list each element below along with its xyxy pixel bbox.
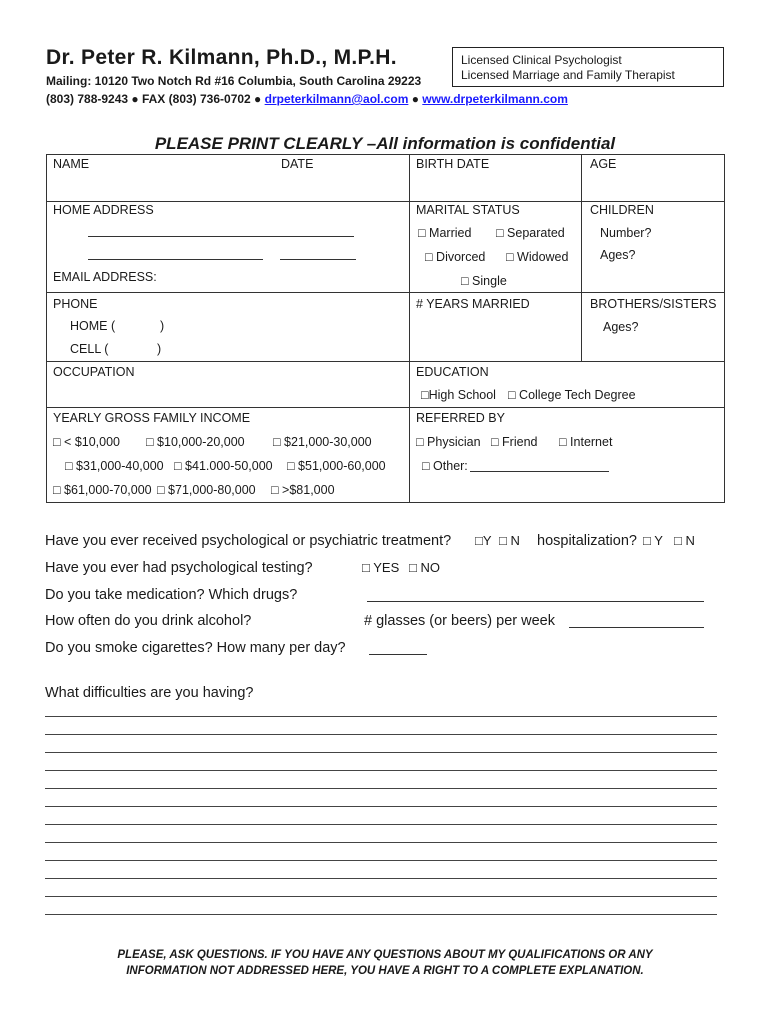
checkbox-icon[interactable]: □ xyxy=(416,435,424,449)
other-referral-line[interactable] xyxy=(470,460,609,472)
home-phone-close: ) xyxy=(160,319,165,333)
license-line-1: Licensed Clinical Psychologist xyxy=(461,53,622,67)
home-phone-label: HOME ( xyxy=(70,319,116,333)
smoke-question: Do you smoke cigarettes? How many per day? xyxy=(45,640,346,656)
friend-option[interactable]: □ Friend xyxy=(491,435,538,449)
referred-by-label: REFERRED BY xyxy=(416,411,505,425)
form-heading: PLEASE PRINT CLEARLY –All information is confidential xyxy=(154,134,616,153)
testing-no[interactable]: □ NO xyxy=(409,560,440,575)
checkbox-icon[interactable]: □ xyxy=(643,533,651,548)
separated-option[interactable]: □ Separated xyxy=(496,226,565,240)
checkbox-icon[interactable]: □ xyxy=(508,388,516,402)
difficulties-line[interactable] xyxy=(45,806,717,807)
difficulties-line[interactable] xyxy=(45,878,717,879)
brothers-sisters-label: BROTHERS/SISTERS xyxy=(590,297,717,311)
testing-question: Have you ever had psychological testing? xyxy=(45,560,313,576)
glasses-question: # glasses (or beers) per week xyxy=(364,613,555,629)
internet-option[interactable]: □ Internet xyxy=(559,435,613,449)
alcohol-question: How often do you drink alcohol? xyxy=(45,613,252,629)
income-option[interactable]: □ $31,000-40,000 xyxy=(65,459,164,473)
medication-answer-line[interactable] xyxy=(367,588,704,602)
divorced-option[interactable]: □ Divorced xyxy=(425,250,486,264)
income-option[interactable]: □ >$81,000 xyxy=(271,483,335,497)
license-line-2: Licensed Marriage and Family Therapist xyxy=(461,68,675,82)
contact-separator: ● xyxy=(408,92,423,106)
treatment-yes[interactable]: □Y xyxy=(475,533,492,548)
difficulties-line[interactable] xyxy=(45,788,717,789)
footer-line-2: INFORMATION NOT ADDRESSED HERE, YOU HAVE A RIGHT TO A COMPLETE EXPLANATION. xyxy=(126,965,644,977)
cell-phone-label: CELL ( xyxy=(70,342,109,356)
address-line-1[interactable] xyxy=(88,225,354,237)
treatment-question: Have you ever received psychological or psychiatric treatment? xyxy=(45,533,452,549)
address-line-zip[interactable] xyxy=(280,248,356,260)
row-divider xyxy=(47,361,724,362)
income-option[interactable]: □ $71,000-80,000 xyxy=(157,483,256,497)
hospitalization-no[interactable]: □ N xyxy=(674,533,695,548)
income-option[interactable]: □ < $10,000 xyxy=(53,435,121,449)
testing-yes[interactable]: □ YES xyxy=(362,560,400,575)
difficulties-line[interactable] xyxy=(45,860,717,861)
age-label: AGE xyxy=(590,157,617,171)
checkbox-icon[interactable]: □ xyxy=(273,435,281,449)
checkbox-icon[interactable]: □ xyxy=(499,533,507,548)
income-option[interactable]: □ $21,000-30,000 xyxy=(273,435,372,449)
row-divider xyxy=(47,292,724,293)
address-line-city[interactable] xyxy=(88,248,263,260)
checkbox-icon[interactable]: □ xyxy=(475,533,483,548)
column-divider xyxy=(581,155,582,201)
checkbox-icon[interactable]: □ xyxy=(409,560,417,575)
education-label: EDUCATION xyxy=(416,365,489,379)
checkbox-icon[interactable]: □ xyxy=(174,459,182,473)
difficulties-line[interactable] xyxy=(45,896,717,897)
difficulties-line[interactable] xyxy=(45,842,717,843)
income-option[interactable]: □ $51,000-60,000 xyxy=(287,459,386,473)
column-divider xyxy=(409,155,410,502)
contact-line xyxy=(46,92,568,106)
home-address-label: HOME ADDRESS xyxy=(53,203,154,217)
cell-phone-close: ) xyxy=(157,342,162,356)
birth-date-label: BIRTH DATE xyxy=(416,157,490,171)
children-label: CHILDREN xyxy=(590,203,654,217)
date-label: DATE xyxy=(281,157,314,171)
checkbox-icon[interactable]: □ xyxy=(362,560,370,575)
checkbox-icon[interactable]: □ xyxy=(65,459,73,473)
website-link[interactable]: www.drpeterkilmann.com xyxy=(422,92,568,106)
glasses-answer-line[interactable] xyxy=(569,614,704,628)
checkbox-icon[interactable]: □ xyxy=(146,435,154,449)
difficulties-line[interactable] xyxy=(45,770,717,771)
checkbox-icon[interactable]: □ xyxy=(425,250,433,264)
checkbox-icon[interactable]: □ xyxy=(674,533,682,548)
phone-label: PHONE xyxy=(53,297,98,311)
checkbox-icon[interactable]: □ xyxy=(496,226,504,240)
checkbox-icon[interactable]: □ xyxy=(157,483,165,497)
occupation-label: OCCUPATION xyxy=(53,365,135,379)
column-divider xyxy=(581,201,582,361)
years-married-label: # YEARS MARRIED xyxy=(416,297,530,311)
name-label: NAME xyxy=(53,157,90,171)
difficulties-line[interactable] xyxy=(45,914,717,915)
row-divider xyxy=(47,201,724,202)
income-option[interactable]: □ $41.000-50,000 xyxy=(174,459,273,473)
treatment-no[interactable]: □ N xyxy=(499,533,520,548)
married-option[interactable]: □ Married xyxy=(418,226,472,240)
widowed-option[interactable]: □ Widowed xyxy=(506,250,569,264)
marital-status-label: MARITAL STATUS xyxy=(416,203,520,217)
checkbox-icon[interactable]: □ xyxy=(53,435,61,449)
checkbox-icon[interactable]: □ xyxy=(271,483,279,497)
difficulties-line[interactable] xyxy=(45,716,717,717)
children-number-label: Number? xyxy=(600,226,652,240)
hospitalization-yes[interactable]: □ Y xyxy=(643,533,663,548)
difficulties-line[interactable] xyxy=(45,752,717,753)
doctor-name: Dr. Peter R. Kilmann, Ph.D., M.P.H. xyxy=(46,46,397,69)
row-divider xyxy=(47,407,724,408)
medication-question: Do you take medication? Which drugs? xyxy=(45,587,298,603)
difficulties-question: What difficulties are you having? xyxy=(45,685,254,701)
email-address-label: EMAIL ADDRESS: xyxy=(53,270,157,284)
checkbox-icon[interactable]: □ xyxy=(491,435,499,449)
smoke-answer-line[interactable] xyxy=(369,641,427,655)
checkbox-icon[interactable]: □ xyxy=(559,435,567,449)
mailing-address: Mailing: 10120 Two Notch Rd #16 Columbia, South Carolina 29223 xyxy=(46,74,422,88)
checkbox-icon[interactable]: □ xyxy=(461,274,469,288)
footer-line-1: PLEASE, ASK QUESTIONS. IF YOU HAVE ANY QUESTIONS ABOUT MY QUALIFICATIONS OR ANY xyxy=(117,949,653,961)
checkbox-icon[interactable]: □ xyxy=(422,459,430,473)
children-ages-label: Ages? xyxy=(600,248,636,262)
license-box xyxy=(452,47,724,87)
checkbox-icon[interactable]: □ xyxy=(53,483,61,497)
siblings-ages-label: Ages? xyxy=(603,320,639,334)
checkbox-icon[interactable]: □ xyxy=(421,388,429,402)
income-option[interactable]: □ $61,000-70,000 xyxy=(53,483,152,497)
phone-fax: (803) 788-9243 ● FAX (803) 736-0702 ● xyxy=(46,92,265,106)
high-school-option[interactable]: □High School xyxy=(421,388,496,402)
physician-option[interactable]: □ Physician xyxy=(416,435,481,449)
single-option[interactable]: □ Single xyxy=(461,274,507,288)
checkbox-icon[interactable]: □ xyxy=(287,459,295,473)
difficulties-line[interactable] xyxy=(45,824,717,825)
income-label: YEARLY GROSS FAMILY INCOME xyxy=(53,411,251,425)
income-option[interactable]: □ $10,000-20,000 xyxy=(146,435,245,449)
checkbox-icon[interactable]: □ xyxy=(506,250,514,264)
checkbox-icon[interactable]: □ xyxy=(418,226,426,240)
college-tech-option[interactable]: □ College Tech Degree xyxy=(508,388,636,402)
other-option[interactable]: □ Other: xyxy=(422,459,468,473)
hospitalization-question: hospitalization? xyxy=(537,533,637,549)
difficulties-line[interactable] xyxy=(45,734,717,735)
email-link[interactable]: drpeterkilmann@aol.com xyxy=(264,92,409,106)
